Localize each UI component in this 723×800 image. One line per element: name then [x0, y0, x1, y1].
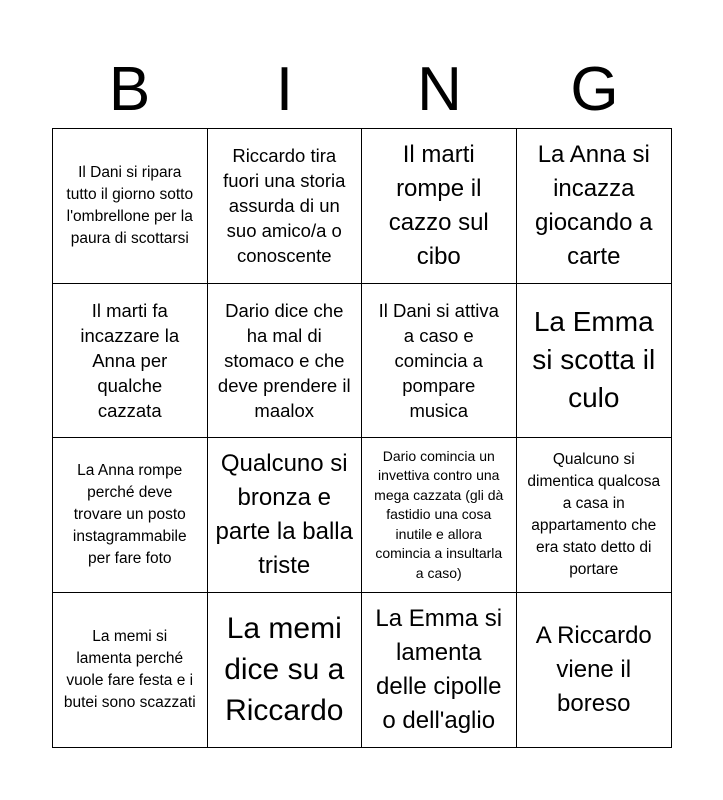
bingo-cell[interactable]	[362, 284, 517, 439]
cell-text: La Anna rompe perché deve trovare un posto instagrammabile per fare foto	[72, 461, 187, 567]
bingo-cell[interactable]	[53, 593, 208, 748]
bingo-grid	[52, 128, 672, 748]
cell-text: Qualcuno si dimentica qualcosa a casa in appartamento che era stato detto di portare	[527, 450, 661, 578]
bingo-cell[interactable]	[362, 438, 517, 593]
header-letter-g: G	[570, 55, 619, 124]
bingo-header	[52, 52, 672, 128]
bingo-cell[interactable]	[517, 593, 672, 748]
cell-text: Il Dani si attiva a caso e comincia a pompare musica	[378, 299, 499, 421]
bingo-cell[interactable]	[53, 438, 208, 593]
cell-text: Dario dice che ha mal di stomaco e che deve prendere il maalox	[217, 299, 351, 421]
bingo-cell[interactable]	[53, 284, 208, 439]
bingo-cell[interactable]	[208, 593, 363, 748]
bingo-cell[interactable]	[208, 284, 363, 439]
cell-text: Il marti fa incazzare la Anna per qualche cazzata	[80, 299, 180, 421]
header-letter-i: I	[275, 55, 294, 124]
cell-text: La memi dice su a Riccardo	[224, 612, 345, 728]
bingo-cell[interactable]	[208, 129, 363, 284]
cell-text: Dario comincia un invettiva contro una mega cazzata (gli dà fastidio una cosa inutile e allora comincia a insultarla a caso)	[374, 447, 504, 581]
cell-text: Il Dani si ripara tutto il giorno sotto l'ombrellone per la paura di scottarsi	[66, 163, 194, 247]
bingo-cell[interactable]	[362, 129, 517, 284]
bingo-cell[interactable]	[53, 129, 208, 284]
cell-text: La Anna si incazza giocando a carte	[535, 140, 653, 270]
header-letter-b: B	[108, 55, 151, 124]
bingo-cell[interactable]	[517, 284, 672, 439]
cell-text: Riccardo tira fuori una storia assurda di un suo amico/a o conoscente	[223, 145, 346, 267]
cell-text: La memi si lamenta perché vuole fare festa e i butei sono scazzati	[63, 627, 196, 711]
cell-text: La Emma si lamenta delle cipolle o dell'aglio	[375, 604, 503, 734]
bingo-cell[interactable]	[517, 129, 672, 284]
bingo-cell[interactable]	[517, 438, 672, 593]
cell-text: A Riccardo viene il boreso	[535, 621, 652, 717]
cell-text: Qualcuno si bronza e parte la balla triste	[215, 449, 353, 579]
bingo-cell[interactable]	[362, 593, 517, 748]
header-letter-n: N	[417, 55, 462, 124]
cell-text: Il marti rompe il cazzo sul cibo	[388, 140, 489, 270]
cell-text: La Emma si scotta il culo	[532, 306, 656, 414]
bingo-cell[interactable]	[208, 438, 363, 593]
